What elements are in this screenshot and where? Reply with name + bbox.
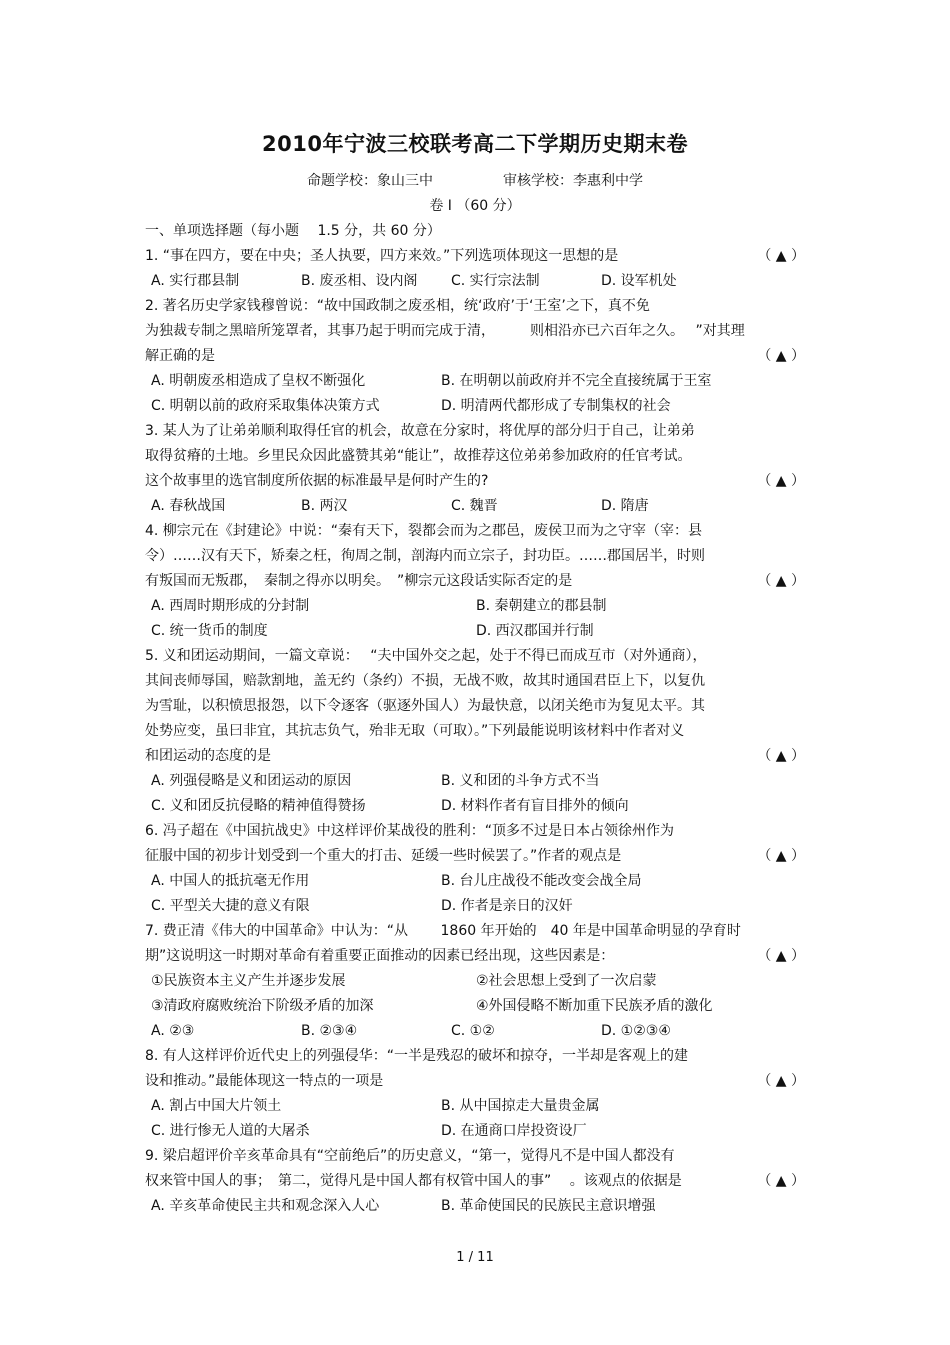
option-b: B. 从中国掠走大量贵金属 (441, 1098, 600, 1114)
option-b: B. 在明朝以前政府并不完全直接统属于王室 (441, 373, 712, 389)
question-stem-line: 7. 费正清《伟大的中国革命》中认为：“从 1860 年开始的 40 年是中国革命明显的孕育时 (145, 923, 741, 939)
question-stem-line: 有叛国而无叛郡， 秦制之得亦以明矣。 ”柳宗元这段话实际否定的是 （ ▲ ） (145, 569, 805, 594)
question-stem-line: 解正确的是 （ ▲ ） (145, 344, 805, 369)
option-c: C. 明朝以前的政府采取集体决策方式 (151, 398, 380, 414)
question-stem-line: 取得贫瘠的土地。乡里民众因此盛赞其弟“能让”，故推荐这位弟弟参加政府的任官考试。 (145, 448, 692, 464)
option-c: C. 魏晋 (451, 498, 498, 514)
question-stem-line: 和团运动的态度的是 （ ▲ ） (145, 744, 805, 769)
exam-title: 2010年宁波三校联考高二下学期历史期末卷 (262, 132, 688, 156)
question-9 (145, 1144, 805, 1219)
question-stem-line: 设和推动。”最能体现这一特点的一项是 （ ▲ ） (145, 1069, 805, 1094)
question-stem-line: 6. 冯子超在《中国抗战史》中这样评价某战役的胜利：“顶多不过是日本占领徐州作为 (145, 823, 675, 839)
option-c: C. 进行惨无人道的大屠杀 (151, 1123, 310, 1139)
option-row (145, 494, 805, 519)
option-row (145, 1194, 805, 1219)
option-b: B. 义和团的斗争方式不当 (441, 773, 600, 789)
option-b: B. 废丞相、设内阁 (301, 273, 418, 289)
option-b: B. 两汉 (301, 498, 348, 514)
reviewer-school: 审核学校：李惠利中学 (503, 173, 643, 189)
option-row (145, 969, 805, 994)
option-b: B. 台儿庄战役不能改变会战全局 (441, 873, 642, 889)
answer-mark: （ ▲ ） (757, 948, 805, 964)
option-a: A. 明朝废丞相造成了皇权不断强化 (151, 373, 366, 389)
question-3 (145, 419, 805, 519)
question-stem-line: 征服中国的初步计划受到一个重大的打击、延缓一些时候罢了。”作者的观点是 （ ▲ ） (145, 844, 805, 869)
answer-mark: （ ▲ ） (757, 1173, 805, 1189)
option-row (145, 794, 805, 819)
option-d: D. 西汉郡国并行制 (476, 623, 594, 639)
question-stem-line: 9. 梁启超评价辛亥革命具有“空前绝后”的历史意义，“第一，觉得凡不是中国人都没有 (145, 1148, 675, 1164)
option-a: A. 实行郡县制 (151, 273, 240, 289)
option-a: A. ②③ (151, 1023, 195, 1039)
option-a: A. 列强侵略是义和团运动的原因 (151, 773, 352, 789)
option-b: B. 革命使国民的民族民主意识增强 (441, 1198, 656, 1214)
answer-mark: （ ▲ ） (757, 248, 805, 264)
question-stem-line: 令）……汉有天下，矫秦之枉，徇周之制，剖海内而立宗子，封功臣。……郡国居半，时则 (145, 548, 705, 564)
question-list (145, 244, 805, 1219)
setter-school: 命题学校：象山三中 (307, 173, 433, 189)
option-d: D. 明清两代都形成了专制集权的社会 (441, 398, 671, 414)
question-2 (145, 294, 805, 419)
question-8 (145, 1044, 805, 1144)
section-heading: 一、单项选择题（每小题 1.5 分，共 60 分） (145, 223, 441, 239)
option-row (145, 869, 805, 894)
question-1 (145, 244, 805, 294)
question-4 (145, 519, 805, 644)
option-d: D. 材料作者有盲目排外的倾向 (441, 798, 629, 814)
option-row (145, 1119, 805, 1144)
option-row (145, 269, 805, 294)
answer-mark: （ ▲ ） (757, 748, 805, 764)
option-row (145, 894, 805, 919)
answer-mark: （ ▲ ） (757, 573, 805, 589)
answer-mark: （ ▲ ） (757, 848, 805, 864)
option-a: A. 春秋战国 (151, 498, 226, 514)
question-stem-line: 期”这说明这一时期对革命有着重要正面推动的因素已经出现，这些因素是： （ ▲ ） (145, 944, 805, 969)
option-b: B. 秦朝建立的郡县制 (476, 598, 607, 614)
part-heading: 卷 I （60 分） (429, 198, 521, 214)
option-d: D. 隋唐 (601, 498, 649, 514)
option-row (145, 1094, 805, 1119)
option-row (145, 394, 805, 419)
statement-2: ②社会思想上受到了一次启蒙 (476, 973, 657, 989)
option-c: C. 实行宗法制 (451, 273, 540, 289)
option-c: C. 统一货币的制度 (151, 623, 268, 639)
option-c: C. ①② (451, 1023, 495, 1039)
answer-mark: （ ▲ ） (757, 473, 805, 489)
option-a: A. 中国人的抵抗毫无作用 (151, 873, 310, 889)
option-a: A. 辛亥革命使民主共和观念深入人心 (151, 1198, 380, 1214)
option-b: B. ②③④ (301, 1023, 358, 1039)
question-stem-line: 4. 柳宗元在《封建论》中说：“秦有天下，裂都会而为之郡邑，废侯卫而为之守宰（宰：县 (145, 523, 703, 539)
question-stem-line: 其间丧师辱国，赔款割地，盖无约（条约）不损，无战不败，故其时通国君臣上下，以复仇 (145, 673, 705, 689)
option-row (145, 994, 805, 1019)
statement-1: ①民族资本主义产生并逐步发展 (151, 973, 346, 989)
option-a: A. 割占中国大片领土 (151, 1098, 282, 1114)
option-d: D. ①②③④ (601, 1023, 671, 1039)
question-5 (145, 644, 805, 819)
option-d: D. 设军机处 (601, 273, 677, 289)
question-stem-line: 3. 某人为了让弟弟顺利取得任官的机会，故意在分家时，将优厚的部分归于自己，让弟弟 (145, 423, 695, 439)
option-row (145, 1019, 805, 1044)
answer-mark: （ ▲ ） (757, 1073, 805, 1089)
answer-mark: （ ▲ ） (757, 348, 805, 364)
exam-credits (0, 170, 950, 190)
page-number: 1 / 11 (456, 1250, 494, 1265)
question-stem-line: 为雪耻，以积愤思报怨，以下令逐客（驱逐外国人）为最快意，以闭关绝市为复见太平。其 (145, 698, 705, 714)
question-stem-line: 1. “事在四方，要在中央；圣人执要，四方来效。”下列选项体现这一思想的是 （ ▲ ） (145, 244, 805, 269)
question-stem-line: 8. 有人这样评价近代史上的列强侵华：“一半是残忍的破坏和掠夺，一半却是客观上的建 (145, 1048, 689, 1064)
question-stem-line: 权来管中国人的事； 第二，觉得凡是中国人都有权管中国人的事” 。该观点的依据是 （ ▲ ） (145, 1169, 805, 1194)
statement-3: ③清政府腐败统治下阶级矛盾的加深 (151, 998, 374, 1014)
option-row (145, 769, 805, 794)
question-stem-line: 2. 著名历史学家钱穆曾说：“故中国政制之废丞相，统‘政府’于‘王室’之下，真不免 (145, 298, 650, 314)
option-a: A. 西周时期形成的分封制 (151, 598, 310, 614)
question-7 (145, 919, 805, 1044)
question-stem-line: 5. 义和团运动期间，一篇文章说： “夫中国外交之起，处于不得已而成互市（对外通商）， (145, 648, 707, 664)
option-row (145, 369, 805, 394)
question-stem-line: 处势应变，虽曰非宜，其抗志负气，殆非无取（可取）。”下列最能说明该材料中作者对义 (145, 723, 685, 739)
option-d: D. 在通商口岸投资设厂 (441, 1123, 587, 1139)
statement-4: ④外国侵略不断加重下民族矛盾的激化 (476, 998, 713, 1014)
option-c: C. 平型关大捷的意义有限 (151, 898, 310, 914)
option-row (145, 619, 805, 644)
question-6 (145, 819, 805, 919)
question-stem-line: 这个故事里的选官制度所依据的标准最早是何时产生的? （ ▲ ） (145, 469, 805, 494)
option-d: D. 作者是亲日的汉奸 (441, 898, 573, 914)
option-c: C. 义和团反抗侵略的精神值得赞扬 (151, 798, 366, 814)
question-stem-line: 为独裁专制之黑暗所笼罩者，其事乃起于明而完成于清， 则相沿亦已六百年之久。 ”对其理 (145, 323, 745, 339)
option-row (145, 594, 805, 619)
